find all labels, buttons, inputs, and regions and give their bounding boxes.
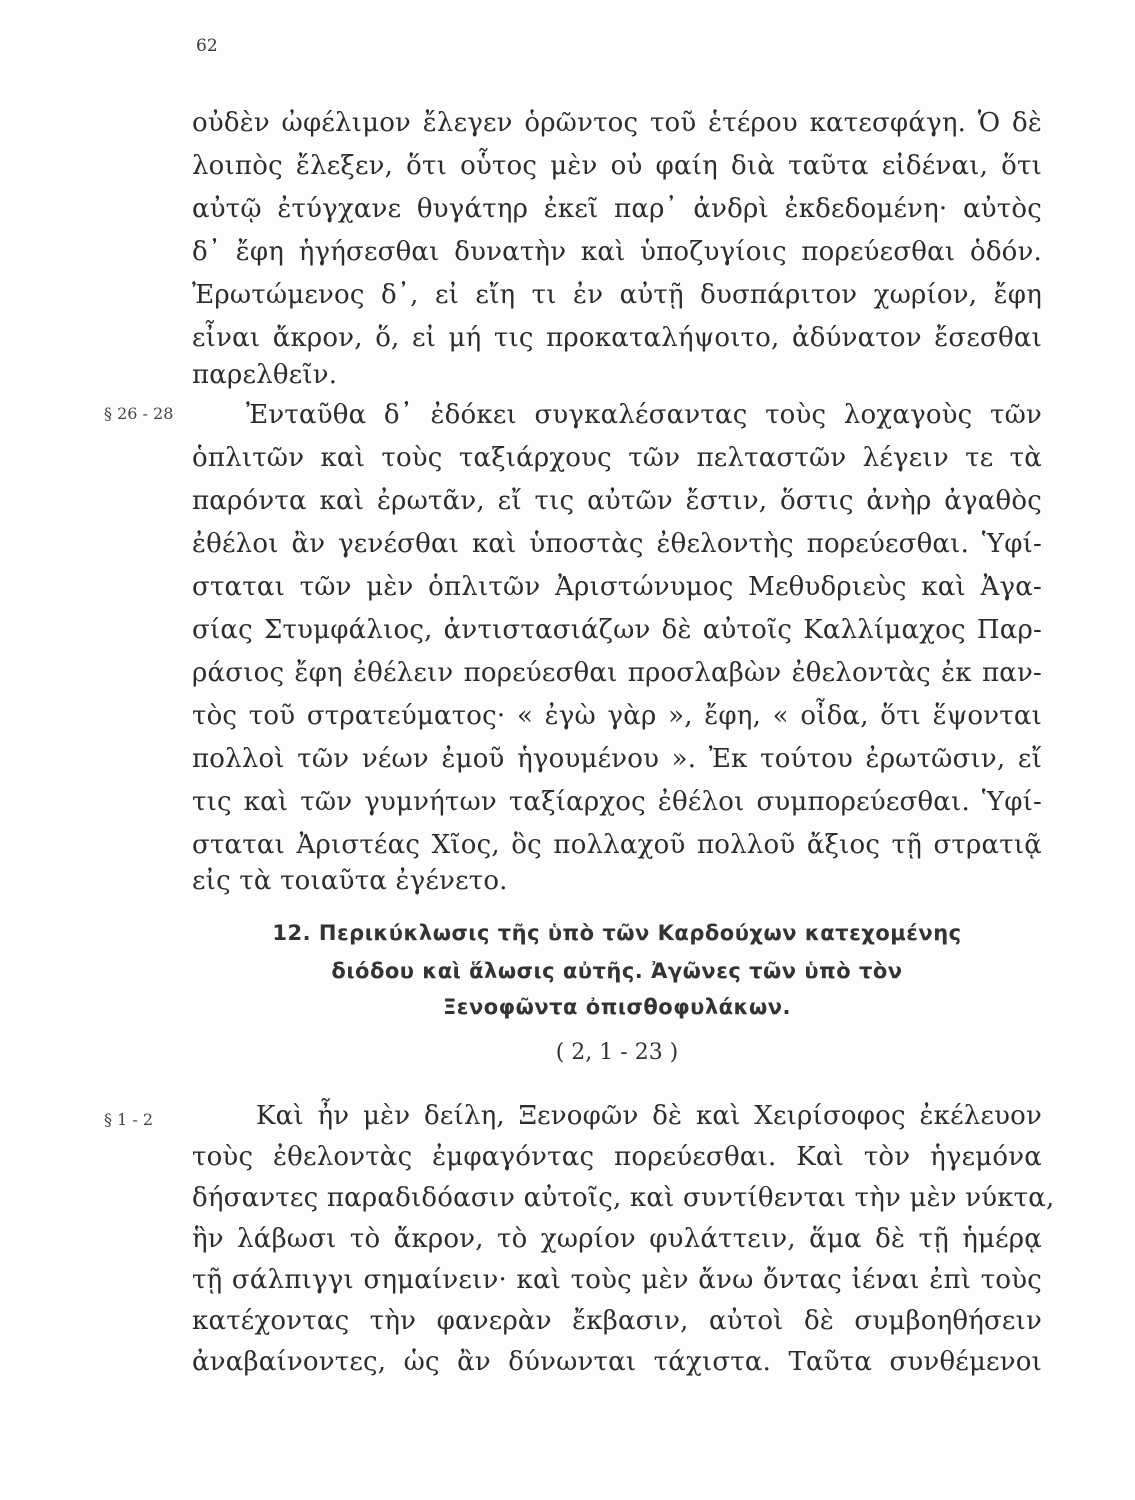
- text-line: τῇ σάλπιγγι σημαίνειν· καὶ τοὺς μὲν ἄνω ὄντας ἰέναι ἐπὶ τοὺς: [192, 1265, 1042, 1295]
- heading-line: διόδου καὶ ἅλωσις αὐτῆς. Ἀγῶνες τῶν ὑπὸ τὸν: [331, 959, 903, 983]
- text-line: εἶναι ἄκρον, ὅ, εἰ μή τις προκαταλήψοιτο, ἀδύνατον ἔσεσθαι: [192, 323, 1042, 353]
- text-line: ράσιος ἔφη ἐθέλειν πορεύεσθαι προσλαβὼν ἐθελοντὰς ἐκ παν-: [192, 658, 1042, 688]
- text-line: ἣν λάβωσι τὸ ἄκρον, τὸ χωρίον φυλάττειν, ἅμα δὲ τῇ ἡμέρᾳ: [192, 1224, 1042, 1254]
- text-line: σταται τῶν μὲν ὁπλιτῶν Ἀριστώνυμος Μεθυδριεὺς καὶ Ἀγα-: [192, 572, 1042, 602]
- margin-section-ref: § 26 - 28: [104, 404, 174, 423]
- margin-section-ref: § 1 - 2: [104, 1110, 154, 1129]
- text-line: δ᾽ ἔφη ἡγήσεσθαι δυνατὴν καὶ ὑποζυγίοις πορεύεσθαι ὁδόν.: [192, 237, 1042, 267]
- text-line: ὁπλιτῶν καὶ τοὺς ταξιάρχους τῶν πελταστῶν λέγειν τε τὰ: [192, 443, 1042, 473]
- heading-line: 12. Περικύκλωσις τῆς ὑπὸ τῶν Καρδούχων κατεχομένης: [272, 921, 962, 945]
- text-line: ἐθέλοι ἂν γενέσθαι καὶ ὑποστὰς ἐθελοντὴς πορεύεσθαι. Ὑφί-: [192, 529, 1042, 559]
- text-line: δήσαντες παραδιδόασιν αὐτοῖς, καὶ συντίθενται τὴν μὲν νύκτα,: [192, 1183, 1055, 1213]
- heading-line: Ξενοφῶντα ὀπισθοφυλάκων.: [442, 995, 792, 1019]
- text-line: Καὶ ἦν μὲν δείλη, Ξενοφῶν δὲ καὶ Χειρίσοφος ἐκέλευον: [256, 1101, 1042, 1131]
- text-line: Ἐρωτώμενος δ᾽, εἰ εἴη τι ἐν αὐτῇ δυσπάριτον χωρίον, ἔφη: [192, 280, 1042, 310]
- text-line: Ἐνταῦθα δ᾽ ἐδόκει συγκαλέσαντας τοὺς λοχαγοὺς τῶν: [246, 400, 1042, 430]
- text-line: τις καὶ τῶν γυμνήτων ταξίαρχος ἐθέλοι συμπορεύεσθαι. Ὑφί-: [192, 787, 1042, 817]
- page-number: 62: [196, 36, 218, 56]
- text-line: οὐδὲν ὠφέλιμον ἔλεγεν ὁρῶντος τοῦ ἑτέρου κατεσφάγη. Ὁ δὲ: [192, 108, 1042, 138]
- text-line: εἰς τὰ τοιαῦτα ἐγένετο.: [192, 866, 508, 896]
- section-reference: ( 2, 1 - 23 ): [555, 1040, 679, 1065]
- text-line: κατέχοντας τὴν φανερὰν ἔκβασιν, αὐτοὶ δὲ συμβοηθήσειν: [192, 1306, 1042, 1336]
- text-line: αὐτῷ ἐτύγχανε θυγάτηρ ἐκεῖ παρ᾽ ἀνδρὶ ἐκδεδομένη· αὐτὸς: [192, 194, 1042, 224]
- text-line: τοὺς ἐθελοντὰς ἐμφαγόντας πορεύεσθαι. Καὶ τὸν ἡγεμόνα: [192, 1142, 1042, 1172]
- text-line: πολλοὶ τῶν νέων ἐμοῦ ἡγουμένου ». Ἐκ τούτου ἐρωτῶσιν, εἴ: [192, 744, 1042, 774]
- text-line: σίας Στυμφάλιος, ἀντιστασιάζων δὲ αὐτοῖς Καλλίμαχος Παρ-: [192, 615, 1042, 645]
- text-line: σταται Ἀριστέας Χῖος, ὃς πολλαχοῦ πολλοῦ ἄξιος τῇ στρατιᾷ: [192, 830, 1042, 860]
- text-line: λοιπὸς ἔλεξεν, ὅτι οὗτος μὲν οὐ φαίη διὰ ταῦτα εἰδέναι, ὅτι: [192, 151, 1042, 181]
- text-line: παρελθεῖν.: [192, 360, 338, 390]
- text-line: τὸς τοῦ στρατεύματος· « ἐγὼ γὰρ », ἔφη, « οἶδα, ὅτι ἕψονται: [192, 701, 1042, 731]
- text-line: παρόντα καὶ ἐρωτᾶν, εἴ τις αὐτῶν ἔστιν, ὅστις ἀνὴρ ἀγαθὸς: [192, 486, 1042, 516]
- text-line: ἀναβαίνοντες, ὡς ἂν δύνωνται τάχιστα. Ταῦτα συνθέμενοι: [192, 1347, 1042, 1377]
